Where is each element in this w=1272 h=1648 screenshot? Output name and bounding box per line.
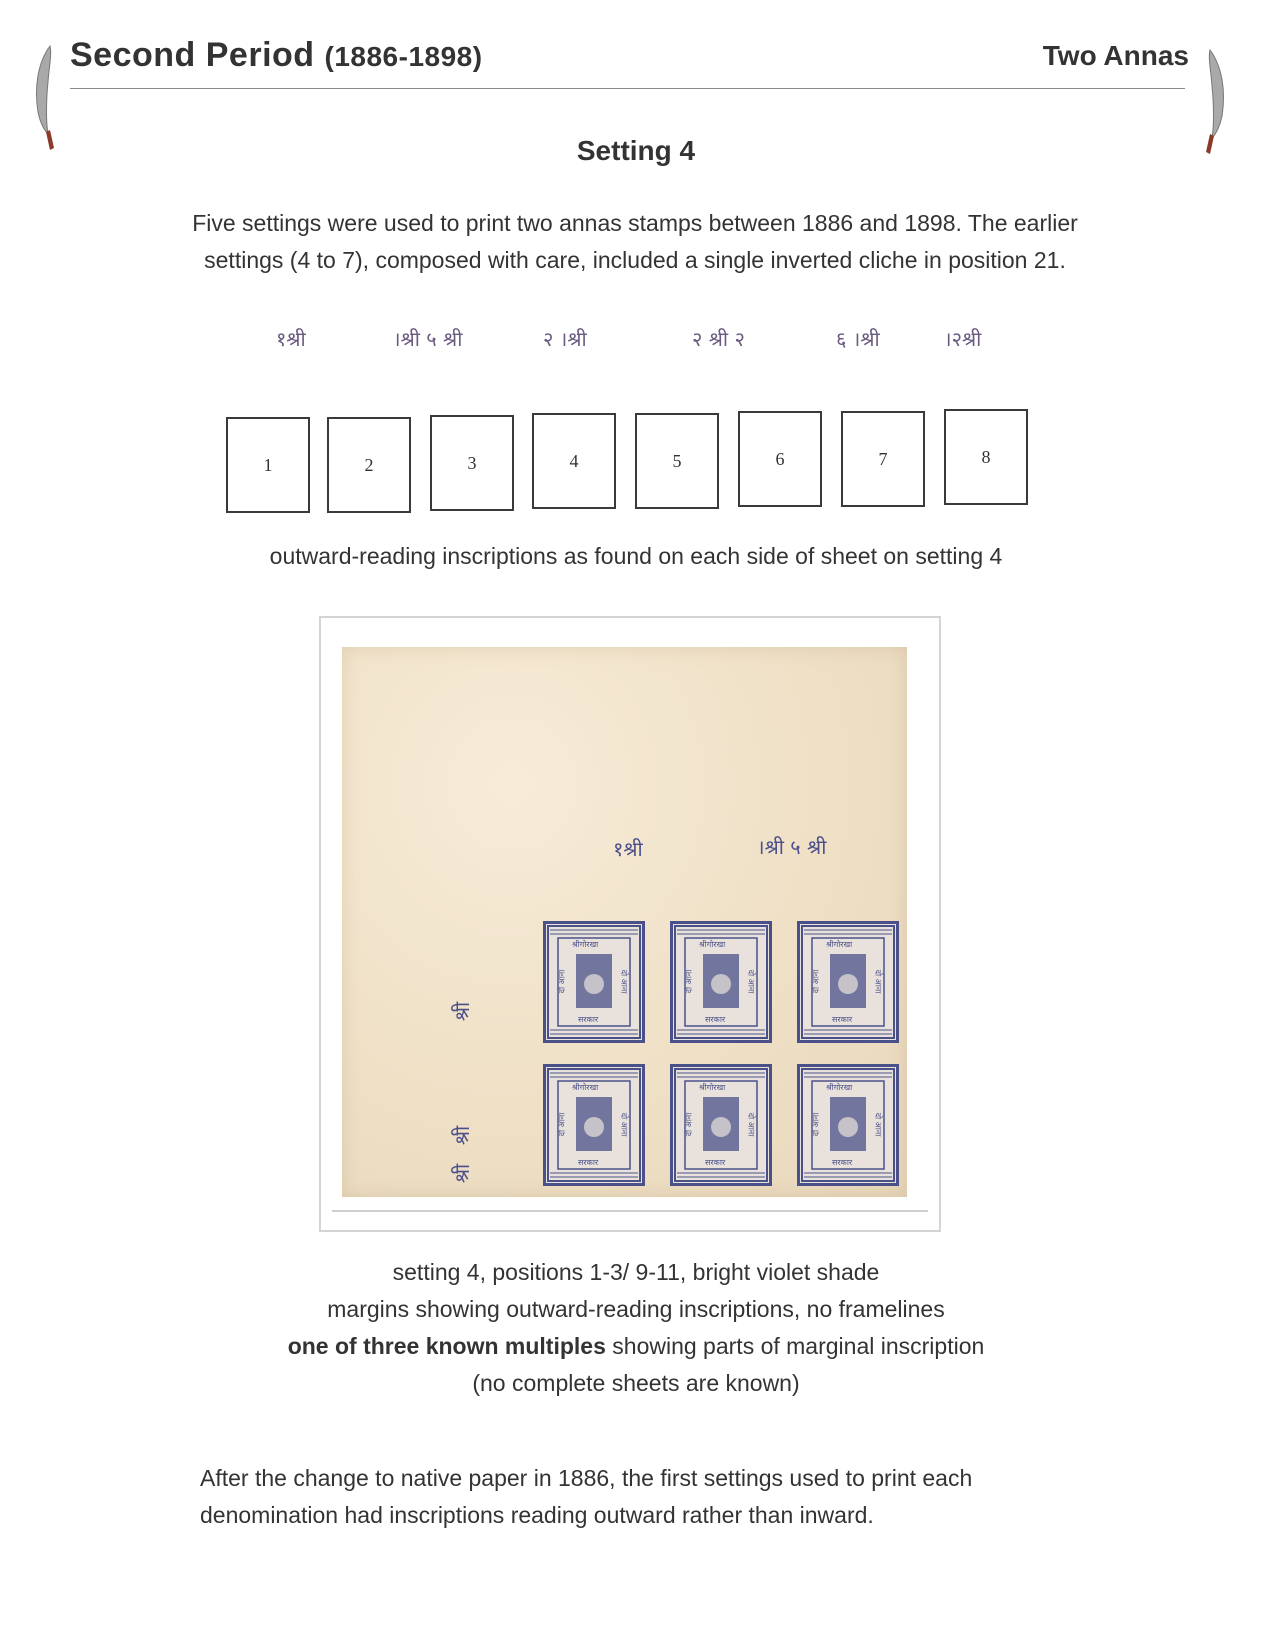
diagram-inscription: ६ ।श्री — [836, 327, 880, 351]
position-box: 4 — [532, 413, 616, 509]
stamp — [797, 1064, 899, 1186]
stamp-left-text: दो आना — [557, 1112, 567, 1137]
position-box: 8 — [944, 409, 1028, 505]
stamp-top-text: श्रीगोरखा — [699, 1083, 726, 1092]
caption-line-1: setting 4, positions 1-3/ 9-11, bright violet shade — [392, 1259, 880, 1285]
intro-line-1: Five settings were used to print two annas stamps between 1886 and 1898. The earlier — [192, 210, 1078, 236]
stamp-caption — [0, 1254, 1272, 1402]
stamp-top-text: श्रीगोरखा — [826, 1083, 853, 1092]
stamp-bottom-text: सरकार — [705, 1015, 726, 1024]
stamp-left-text: दो आना — [684, 1112, 694, 1137]
position-box: 2 — [327, 417, 411, 513]
stamp-bottom-text: सरकार — [578, 1158, 599, 1167]
stamp — [670, 1064, 772, 1186]
diagram-inscription: ।२श्री — [944, 327, 982, 351]
outro-line-1: After the change to native paper in 1886, the first settings used to print each — [200, 1465, 973, 1491]
diagram-inscription: ।श्री ५ श्री — [393, 327, 463, 351]
stamp-left-text: दो आना — [557, 969, 567, 994]
stamp-top-text: श्रीगोरखा — [699, 940, 726, 949]
margin-inscription: ।श्री ५ श्री — [757, 835, 827, 859]
caption-line-3 — [0, 1328, 1272, 1365]
intro-line-2: settings (4 to 7), composed with care, included a single inverted cliche in position 21. — [204, 247, 1066, 273]
margin-inscription: श्री — [450, 1125, 475, 1146]
position-box: 3 — [430, 415, 514, 511]
stamp-left-text: दो आना — [811, 1112, 821, 1137]
stamp-top-text: श्रीगोरखा — [572, 940, 599, 949]
margin-inscription: श्री — [450, 1001, 475, 1022]
diagram-inscription: २ ।श्री — [543, 327, 587, 351]
stamp-right-text: दो आना — [873, 1112, 883, 1137]
setting-subtitle: Setting 4 — [576, 135, 696, 166]
position-box: 1 — [226, 417, 310, 513]
stamp-left-text: दो आना — [811, 969, 821, 994]
margin-inscription: १श्री — [613, 837, 643, 861]
stamp-bottom-text: सरकार — [705, 1158, 726, 1167]
header-divider — [70, 88, 1185, 89]
mount-rule — [332, 1210, 928, 1212]
stamp-top-text: श्रीगोरखा — [826, 940, 853, 949]
stamp-right-text: दो आना — [746, 1112, 756, 1137]
caption-line-4: (no complete sheets are known) — [472, 1370, 800, 1396]
margin-inscription: श्री — [450, 1163, 475, 1184]
stamp — [797, 921, 899, 1043]
title-years: (1886-1898) — [324, 41, 483, 72]
stamp-right-text: दो आना — [619, 969, 629, 994]
stamp-right-text: दो आना — [873, 969, 883, 994]
intro-paragraph — [140, 205, 1130, 279]
stamp-left-text: दो आना — [684, 969, 694, 994]
position-box: 5 — [635, 413, 719, 509]
stamp-right-text: दो आना — [619, 1112, 629, 1137]
diagram-inscription: १श्री — [276, 327, 306, 351]
stamp-right-text: दो आना — [746, 969, 756, 994]
outro-paragraph — [200, 1460, 1100, 1534]
caption-rest: showing parts of marginal inscription — [605, 1333, 985, 1359]
title-text: Second Period — [70, 36, 315, 74]
stamp — [543, 1064, 645, 1186]
diagram-caption: outward-reading inscriptions as found on each side of sheet on setting 4 — [269, 543, 1003, 569]
stamp-bottom-text: सरकार — [832, 1015, 853, 1024]
denomination-title: Two Annas — [1042, 40, 1189, 71]
stamp-top-text: श्रीगोरखा — [572, 1083, 599, 1092]
position-box: 6 — [738, 411, 822, 507]
caption-bold: one of three known multiples — [287, 1333, 606, 1359]
stamp — [670, 921, 772, 1043]
stamp-bottom-text: सरकार — [832, 1158, 853, 1167]
stamp-bottom-text: सरकार — [578, 1015, 599, 1024]
position-box: 7 — [841, 411, 925, 507]
caption-line-2: margins showing outward-reading inscriptions, no framelines — [327, 1296, 945, 1322]
stamp — [543, 921, 645, 1043]
outro-line-2: denomination had inscriptions reading outward rather than inward. — [200, 1502, 874, 1528]
page-title — [70, 36, 483, 75]
diagram-inscription: २ श्री २ — [692, 327, 745, 351]
